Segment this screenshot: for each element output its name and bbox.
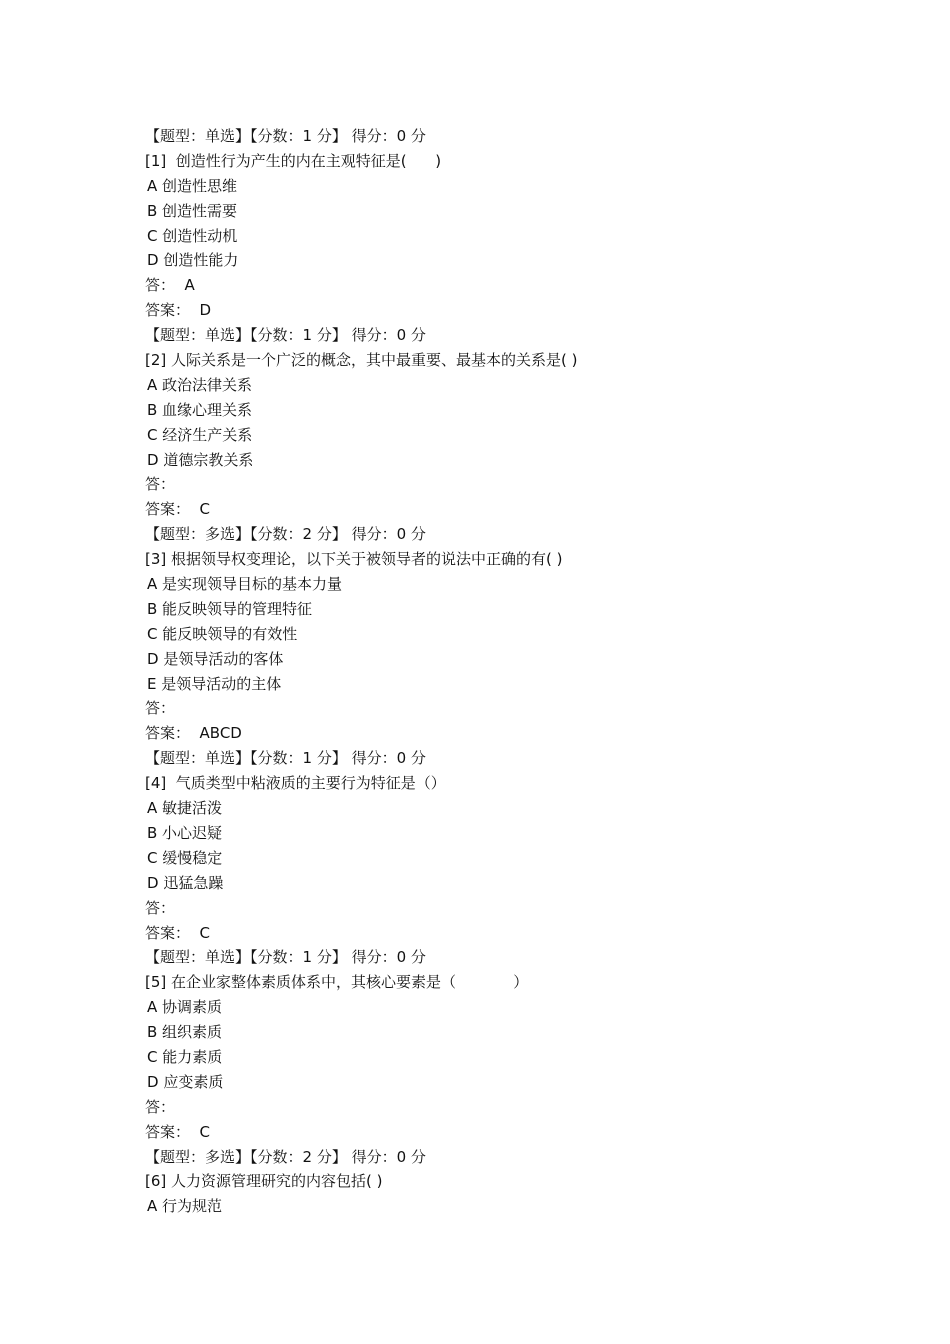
question-option: A 敏捷活泼 — [147, 799, 223, 818]
correct-answer: 答案： D — [145, 301, 212, 320]
question-option: C 经济生产关系 — [147, 425, 253, 444]
question-option: D 应变素质 — [147, 1072, 224, 1091]
question-stem: [3] 根据领导权变理论，以下关于被领导者的说法中正确的有( ) — [145, 550, 563, 569]
correct-answer: 答案： C — [145, 500, 211, 519]
question-option: C 缓慢稳定 — [147, 848, 223, 867]
question-stem: [5] 在企业家整体素质体系中，其核心要素是（ ） — [145, 973, 529, 992]
question-option: B 血缘心理关系 — [147, 400, 253, 419]
question-block — [145, 522, 865, 746]
question-option: D 是领导活动的客体 — [147, 649, 284, 668]
student-response: 答： — [145, 898, 176, 917]
question-option: A 政治法律关系 — [147, 375, 253, 394]
quiz-content — [145, 124, 865, 1219]
student-response: 答： — [145, 1097, 176, 1116]
question-block — [145, 746, 865, 945]
question-meta: 【题型：单选】【分数：1 分】 得分：0 分 — [145, 749, 426, 768]
question-option: D 创造性能力 — [147, 251, 239, 270]
question-stem: [2] 人际关系是一个广泛的概念，其中最重要、最基本的关系是( ) — [145, 351, 578, 370]
question-option: A 是实现领导目标的基本力量 — [147, 575, 343, 594]
question-option: B 小心迟疑 — [147, 823, 223, 842]
question-option: B 组织素质 — [147, 1023, 223, 1042]
student-response: 答： — [145, 475, 176, 494]
question-option: C 能力素质 — [147, 1047, 223, 1066]
question-stem: [1] 创造性行为产生的内在主观特征是( ) — [145, 151, 442, 170]
correct-answer: 答案： C — [145, 923, 211, 942]
question-option: B 创造性需要 — [147, 201, 238, 220]
correct-answer: 答案： C — [145, 1122, 211, 1141]
question-meta: 【题型：多选】【分数：2 分】 得分：0 分 — [145, 525, 426, 544]
question-meta: 【题型：单选】【分数：1 分】 得分：0 分 — [145, 127, 426, 145]
question-meta: 【题型：多选】【分数：2 分】 得分：0 分 — [145, 1147, 426, 1166]
student-response: 答： A — [145, 276, 195, 295]
question-option: A 创造性思维 — [147, 176, 238, 195]
question-option: E 是领导活动的主体 — [147, 674, 282, 693]
question-option: D 道德宗教关系 — [147, 450, 254, 469]
question-option: D 迅猛急躁 — [147, 873, 224, 892]
question-option: A 行为规范 — [147, 1197, 223, 1216]
question-meta: 【题型：单选】【分数：1 分】 得分：0 分 — [145, 948, 426, 967]
question-block — [145, 1145, 865, 1220]
correct-answer: 答案： ABCD — [145, 724, 242, 743]
question-stem: [6] 人力资源管理研究的内容包括( ) — [145, 1172, 383, 1191]
student-response: 答： — [145, 699, 176, 718]
question-option: C 创造性动机 — [147, 226, 238, 245]
question-block — [145, 323, 865, 522]
question-option: C 能反映领导的有效性 — [147, 624, 298, 643]
question-block — [145, 945, 865, 1144]
question-option: B 能反映领导的管理特征 — [147, 599, 313, 618]
question-block — [145, 124, 865, 323]
question-option: A 协调素质 — [147, 998, 223, 1017]
question-meta: 【题型：单选】【分数：1 分】 得分：0 分 — [145, 326, 426, 345]
question-stem: [4] 气质类型中粘液质的主要行为特征是（） — [145, 774, 446, 793]
